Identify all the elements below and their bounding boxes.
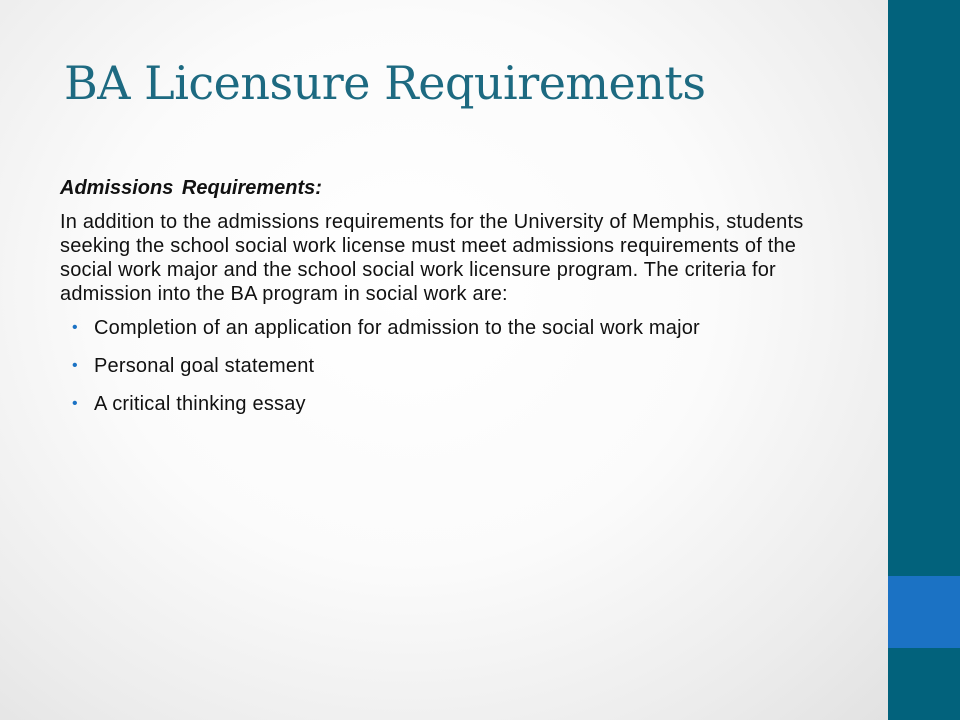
admissions-paragraph: In addition to the admissions requirements for the University of Memphis, students seeking the school social work license must meet admissions requirements of the social work major and the school social work licensure program. The criteria for admission into the BA program in social work are: — [60, 211, 804, 305]
slide-title: BA Licensure Requirements — [64, 56, 706, 110]
list-item-text: Completion of an application for admission to the social work major — [94, 317, 700, 339]
list-item — [72, 354, 820, 378]
list-item — [72, 316, 820, 340]
slide-body — [60, 176, 820, 430]
list-item — [72, 392, 820, 416]
list-item-text: A critical thinking essay — [94, 393, 306, 415]
list-item-text: Personal goal statement — [94, 355, 315, 377]
criteria-list — [60, 316, 820, 416]
accent-block — [888, 576, 960, 648]
admissions-subheading: Admissions Requirements: — [60, 177, 322, 199]
bullet-icon: • — [72, 395, 78, 412]
bullet-icon: • — [72, 357, 78, 374]
bullet-icon: • — [72, 319, 78, 336]
